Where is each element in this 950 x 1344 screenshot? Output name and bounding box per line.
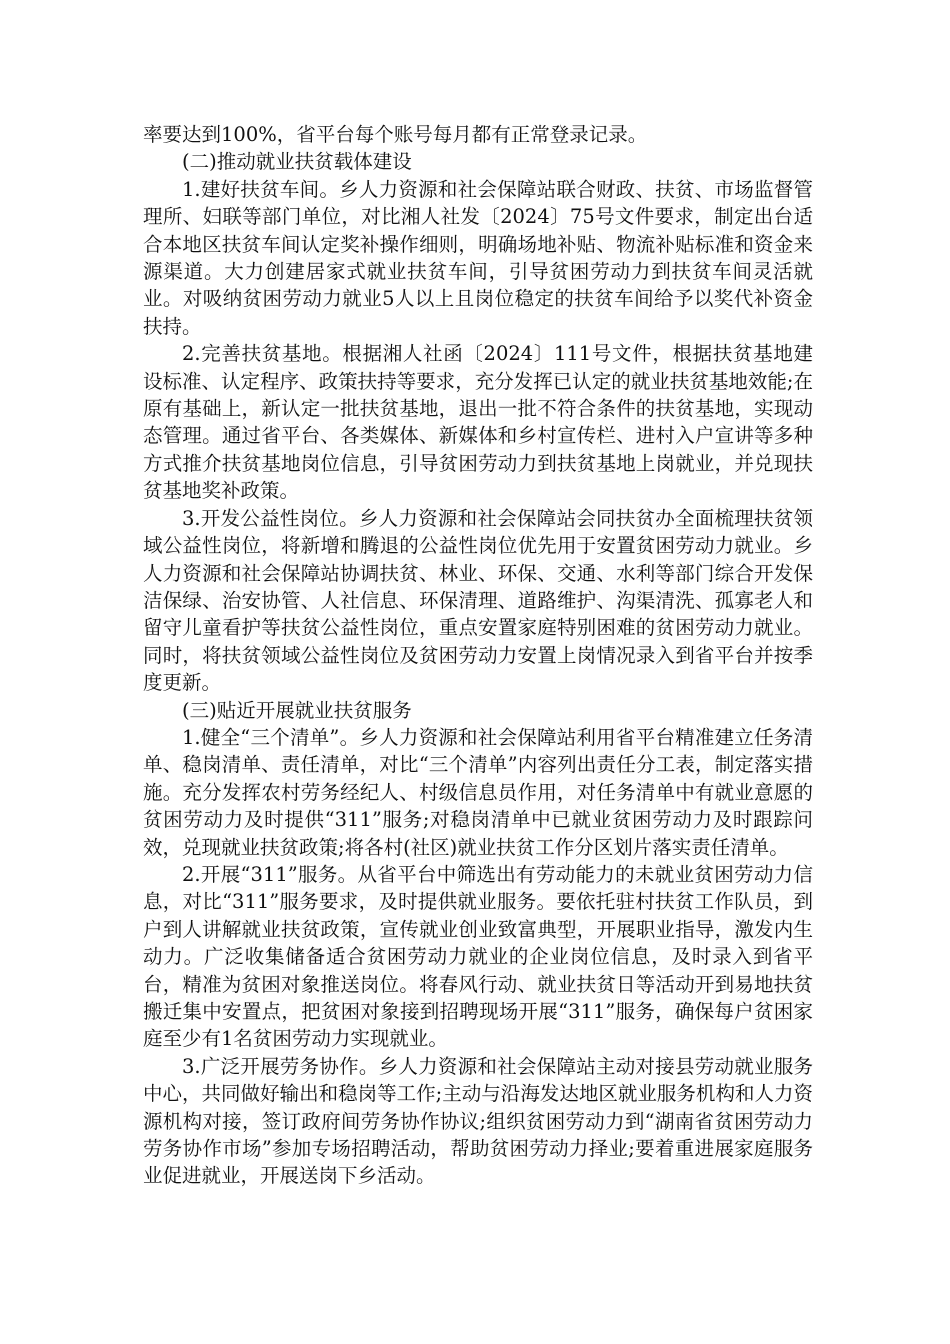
section-heading-3: (三)贴近开展就业扶贫服务: [182, 698, 412, 722]
paragraph-poverty-workshop: 1.建好扶贫车间。乡人力资源和社会保障站联合财政、扶贫、市场监督管理所、妇联等部门单位，对比湘人社发〔2024〕75号文件要求，制定出台适合本地区扶贫车间认定奖补操作细则，明确场地补贴、物流补贴标准和资金来源渠道。大力创建居家式就业扶贫车间，引导贫困劳动力到扶贫车间灵活就业。对吸纳贫困劳动力就业5人以上且岗位稳定的扶贫车间给予以奖代补资金扶持。: [143, 177, 813, 338]
paragraph-311-service: 2.开展“311”服务。从省平台中筛选出有劳动能力的未就业贫困劳动力信息，对比“311”服务要求，及时提供就业服务。要依托驻村扶贫工作队员，到户到人讲解就业扶贫政策，宣传就业创业致富典型，开展职业指导，激发内生动力。广泛收集储备适合贫困劳动力就业的企业岗位信息，及时录入到省平台，精准为贫困对象推送岗位。将春风行动、就业扶贫日等活动开到易地扶贫搬迁集中安置点，把贫困对象接到招聘现场开展“311”服务，确保每户贫困家庭至少有1名贫困劳动力实现就业。: [143, 862, 813, 1051]
paragraph-public-welfare-posts: 3.开发公益性岗位。乡人力资源和社会保障站会同扶贫办全面梳理扶贫领域公益性岗位，将新增和腾退的公益性岗位优先用于安置贫困劳动力就业。乡人力资源和社会保障站协调扶贫、林业、环保、交通、水利等部门综合开发保洁保绿、治安协管、人社信息、环保清理、道路维护、沟渠清洗、孤寡老人和留守儿童看护等扶贫公益性岗位，重点安置家庭特别困难的贫困劳动力就业。同时，将扶贫领域公益性岗位及贫困劳动力安置上岗情况录入到省平台并按季度更新。: [143, 506, 813, 695]
section-heading-2: (二)推动就业扶贫载体建设: [182, 150, 412, 174]
document-body: [143, 121, 813, 1190]
paragraph-poverty-base: 2.完善扶贫基地。根据湘人社函〔2024〕111号文件，根据扶贫基地建设标准、认定程序、政策扶持等要求，充分发挥已认定的就业扶贫基地效能;在原有基础上，新认定一批扶贫基地，退出一批不符合条件的扶贫基地，实现动态管理。通过省平台、各类媒体、新媒体和乡村宣传栏、进村入户宣讲等多种方式推介扶贫基地岗位信息，引导贫困劳动力到扶贫基地上岗就业，并兑现扶贫基地奖补政策。: [143, 342, 813, 503]
paragraph-three-lists: 1.健全“三个清单”。乡人力资源和社会保障站利用省平台精准建立任务清单、稳岗清单、责任清单，对比“三个清单”内容列出责任分工表，制定落实措施。充分发挥农村劳务经纪人、村级信息员作用，对任务清单中有就业意愿的贫困劳动力及时提供“311”服务;对稳岗清单中已就业贫困劳动力及时跟踪问效，兑现就业扶贫政策;将各村(社区)就业扶贫工作分区划片落实责任清单。: [143, 725, 813, 859]
paragraph-labor-cooperation: 3.广泛开展劳务协作。乡人力资源和社会保障站主动对接县劳动就业服务中心，共同做好输出和稳岗等工作;主动与沿海发达地区就业服务机构和人力资源机构对接，签订政府间劳务协作协议;组织贫困劳动力到“湖南省贫困劳动力劳务协作市场”参加专场招聘活动，帮助贫困劳动力择业;要着重进展家庭服务业促进就业，开展送岗下乡活动。: [143, 1054, 813, 1188]
paragraph-continuation: 率要达到100%，省平台每个账号每月都有正常登录记录。: [143, 123, 648, 146]
